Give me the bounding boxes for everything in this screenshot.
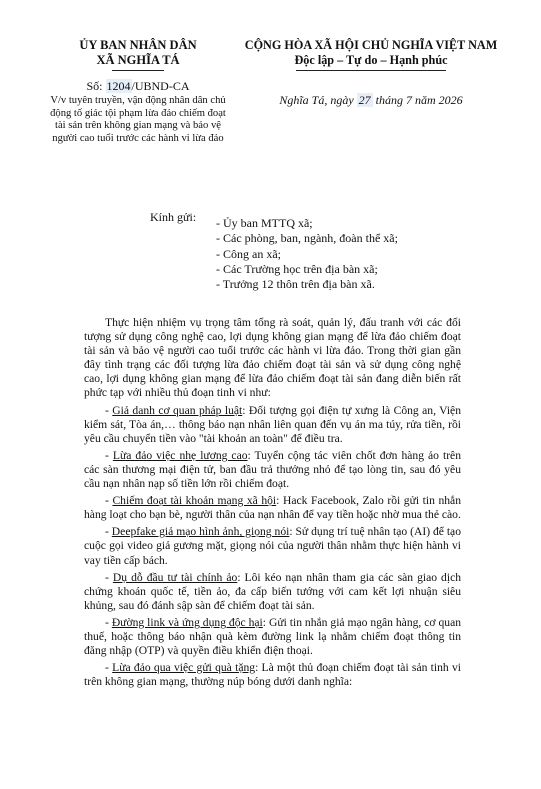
item-lead: - (105, 570, 113, 584)
item-lead: - (105, 403, 113, 417)
item-text: : Tuyển cộng tác viên chốt đơn hàng ảo trên các sàn thương mại điện tử, ban đầu trả thưởng nhỏ để tạo lòng tin, sau đó yêu cầu nạn nhân nạp số tiền lớn rồi chiếm đoạt. (84, 448, 461, 491)
authority-name-line2: XÃ NGHĨA TÁ (96, 53, 180, 67)
item-title: Lừa đảo việc nhẹ lương cao (112, 448, 248, 462)
place-and-date (232, 93, 510, 108)
item-lead: - (105, 448, 113, 462)
scam-item (84, 449, 461, 491)
doc-no-number: 1204 (106, 79, 131, 93)
intro-paragraph: Thực hiện nhiệm vụ trọng tâm tổng rà soát, quản lý, đấu tranh với các đối tượng sử dụng công nghệ cao, lợi dụng không gian mạng để lừa đảo chiếm đoạt tài sản và bảo vệ người cao tuổi trước các hành vi lừa đảo. Trong thời gian gần đây tình trạng các đối tượng lừa đảo chiếm đoạt tài sản và sử dụng công nghệ cao, lợi dụng không gian mạng để lừa đảo chiếm đoạt tài sản đang diễn biến rất phức tạp với nhiều thủ đoạn tinh vi như: (84, 316, 461, 400)
recipient-item: - Trưởng 12 thôn trên địa bàn xã. (216, 277, 375, 292)
authority-name-line1: ỦY BAN NHÂN DÂN (79, 38, 197, 52)
item-text: : Sử dụng trí tuệ nhân tạo (AI) để tạo cuộc gọi video giả gương mặt, giọng nói của người thân nhằm thực hiện hành vi vay tiền cấp bách. (84, 525, 462, 567)
item-title: Lừa đảo qua việc gửi quà tặng (112, 661, 256, 675)
national-header-block (232, 38, 510, 108)
issuing-authority-block (48, 38, 228, 145)
item-text: : Gửi tin nhắn giả mạo ngân hàng, cơ quan thuế, hoặc thông báo nhận quà kèm đường link lạ nhằm chiếm đoạt thông tin đăng nhập (OTP) và quyền điều khiển điện thoại. (84, 615, 462, 658)
greeting: Kính gửi: (150, 210, 197, 224)
scam-item (84, 571, 461, 613)
date-day: 27 (358, 93, 371, 107)
date-suffix: tháng 7 năm 2026 (372, 93, 463, 107)
item-text: : Là một thủ đoạn chiếm đoạt tài sản tinh vi trên không gian mạng, thường núp bóng dưới danh nghĩa: (84, 661, 461, 689)
item-text: : Hack Facebook, Zalo rồi gửi tin nhắn hàng loạt cho bạn bè, người thân của nạn nhân để vay tiền hoặc nhờ mua thẻ cào. (84, 494, 462, 522)
item-text: : Lôi kéo nạn nhân tham gia các sàn giao dịch chứng khoán quốc tế, tiền ảo, đa cấp biến tướng với cam kết lợi nhuận siêu khủng, sau đó đánh sập sàn để chiếm đoạt tài sản. (84, 570, 462, 612)
item-title: Đường link và ứng dụng độc hại (111, 615, 263, 629)
item-title: Deepfake giả mạo hình ảnh, giọng nói (111, 525, 290, 539)
recipient-item: - Ủy ban MTTQ xã; (216, 216, 313, 230)
recipient-list (216, 216, 398, 292)
item-lead: - (105, 615, 112, 629)
item-text: : Đối tượng gọi điện tự xưng là Công an, Viện kiểm sát, Tòa án,… thông báo nạn nhân liên quan đến vụ án ma túy, rửa tiền, rồi yêu cầu chuyển tiền vào "tài khoản an toàn" để điều tra. (84, 403, 461, 445)
document-body (84, 316, 461, 692)
doc-no-prefix: Số: (86, 79, 106, 93)
recipient-item: - Công an xã; (216, 246, 281, 261)
item-lead: - (105, 661, 113, 675)
motto-underline (296, 70, 446, 71)
scam-item (84, 661, 461, 689)
item-lead: - (105, 525, 112, 539)
date-prefix: Nghĩa Tá, ngày (279, 93, 357, 107)
document-number (48, 79, 228, 94)
scam-item (84, 525, 461, 567)
nation-title: CỘNG HÒA XÃ HỘI CHỦ NGHĨA VIỆT NAM (244, 38, 498, 52)
recipient-item: - Các phòng, ban, ngành, đoàn thể xã; (216, 231, 398, 246)
scam-item (84, 404, 461, 446)
scam-item (84, 616, 461, 658)
recipient-item: - Các Trường học trên địa bàn xã; (216, 261, 378, 276)
item-title: Chiếm đoạt tài khoản mạng xã hội (112, 494, 277, 508)
scam-item (84, 494, 461, 522)
item-title: Giả danh cơ quan pháp luật (112, 403, 243, 417)
national-motto: Độc lập – Tự do – Hạnh phúc (294, 53, 448, 67)
item-lead: - (105, 494, 113, 508)
item-title: Dụ dỗ đầu tư tài chính ảo (112, 570, 238, 584)
authority-underline (112, 70, 164, 71)
doc-no-suffix: /UBND-CA (131, 79, 190, 93)
document-subject: V/v tuyên truyền, vận động nhân dân chủ động tố giác tội phạm lừa đảo chiếm đoạt tài sản trên không gian mạng và bảo vệ người cao tuổi trước các hành vi lừa đảo (50, 95, 226, 144)
